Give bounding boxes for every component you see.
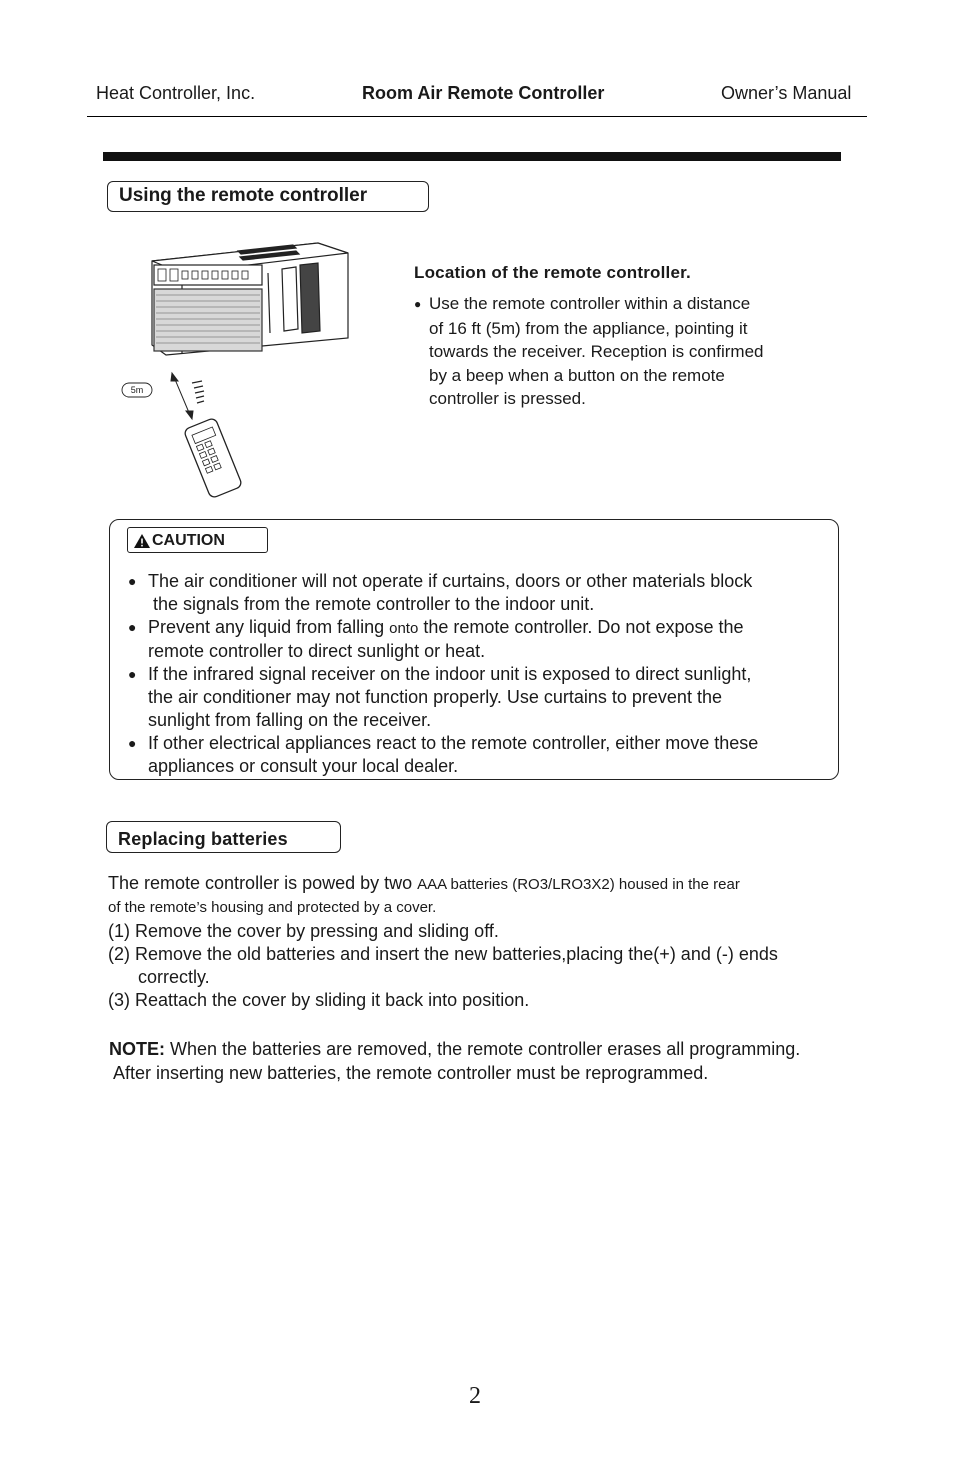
location-description: ● Use the remote controller within a distance of 16 ft (5m) from the appliance, pointing it towards the receiver. Reception is confirmed by a beep when a button on the remote controller is pressed.	[414, 294, 764, 408]
caution-label: CAUTION	[127, 527, 268, 553]
battery-step: correctly.	[108, 967, 210, 988]
header-manual: Owner’s Manual	[721, 83, 852, 103]
section-title-using-remote: Using the remote controller	[107, 181, 429, 212]
warning-triangle-icon	[134, 534, 150, 548]
bullet-icon: ●	[128, 666, 137, 682]
page-number: 2	[469, 1383, 481, 1409]
battery-note: NOTE: When the batteries are removed, the remote controller erases all programming. After inserting new batteries, the remote controller must be reprogrammed.	[109, 1039, 801, 1083]
battery-step: (2) Remove the old batteries and insert the new batteries,placing the(+) and (-) ends	[108, 943, 778, 964]
header-company: Heat Controller, Inc.	[96, 83, 256, 103]
bullet-icon: ●	[128, 573, 137, 589]
bullet-icon: ●	[128, 735, 137, 751]
caution-item: ● If the infrared signal receiver on the indoor unit is exposed to direct sunlight, the air conditioner may not function properly. Use curtains to prevent the sunlight from falling on the receiver.	[128, 664, 752, 730]
caution-item: ● If other electrical appliances react to the remote controller, either move these appliances or consult your local dealer.	[128, 733, 759, 776]
bullet-icon: ●	[414, 297, 422, 311]
battery-step: (1) Remove the cover by pressing and sliding off.	[108, 920, 499, 941]
caution-item: ● Prevent any liquid from falling onto the remote controller. Do not expose the remote controller to direct sunlight or heat.	[128, 617, 744, 661]
header-rule	[87, 116, 867, 117]
bullet-icon: ●	[128, 619, 137, 635]
location-title: Location of the remote controller.	[414, 263, 691, 282]
battery-instructions: The remote controller is powed by two AAA batteries (RO3/LRO3X2) housed in the rear of the remote’s housing and protected by a cover. (1) Remove the cover by pressing and sliding off. (2) Remove the old batteries and insert the new batteries,placing the(+) and (-) ends correctly. (3) Reattach the cover by sliding it back into position.	[108, 872, 868, 1013]
distance-label: 5m	[130, 385, 144, 395]
caution-list	[128, 570, 828, 778]
air-conditioner-remote-illustration	[118, 233, 358, 498]
caution-item: ● The air conditioner will not operate if curtains, doors or other materials block the signals from the remote controller to the indoor unit.	[128, 571, 753, 614]
header-title: Room Air Remote Controller	[362, 83, 605, 103]
section-divider-bar	[103, 152, 841, 161]
section-title-replacing-batteries: Replacing batteries	[106, 821, 341, 853]
battery-step: (3) Reattach the cover by sliding it back into position.	[108, 990, 530, 1011]
